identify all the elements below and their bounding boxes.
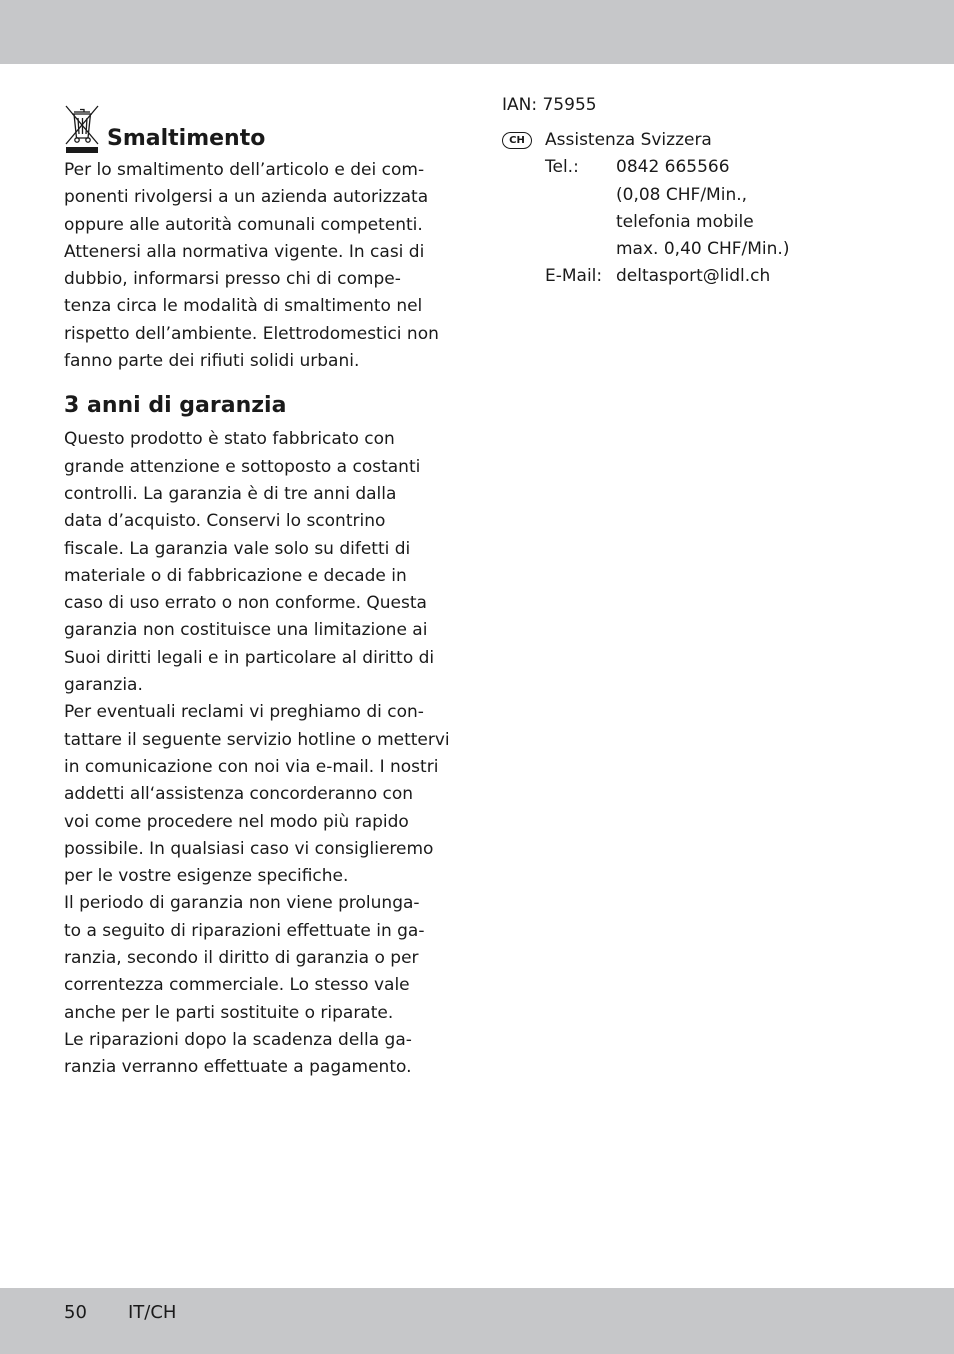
text-line: addetti all‘assistenza concorderanno con [64, 784, 414, 805]
warranty-text [64, 426, 456, 1081]
text-line: voi come procedere nel modo più rapido [64, 811, 409, 832]
left-column [64, 104, 456, 1082]
text-line: garanzia non costituisce una limitazione ai [64, 620, 428, 641]
text-line: tenza circa le modalità di smaltimento nel [64, 296, 423, 317]
phone-note: (0,08 CHF/Min., [616, 184, 748, 205]
text-line: grande attenzione e sottoposto a costanti [64, 456, 421, 477]
text-line: possibile. In qualsiasi caso vi consiglieremo [64, 838, 434, 859]
text-line: data d’acquisto. Conservi lo scontrino [64, 511, 386, 532]
service-info [502, 127, 922, 291]
text-line: anche per le parti sostituite o riparate. [64, 1002, 394, 1023]
text-line: ponenti rivolgersi a un azienda autorizzata [64, 187, 429, 208]
ian-number: IAN: 75955 [502, 95, 597, 115]
text-line: Per eventuali reclami vi preghiamo di con- [64, 702, 424, 723]
crossed-out-wheelie-bin-icon [64, 104, 100, 154]
text-line: Attenersi alla normativa vigente. In casi di [64, 241, 425, 262]
text-line: fanno parte dei rifiuti solidi urbani. [64, 351, 360, 372]
phone-label: Tel.: [545, 157, 579, 178]
text-line: in comunicazione con noi via e-mail. I nostri [64, 756, 439, 777]
country-badge-icon: CH [502, 132, 532, 149]
text-line: Per lo smaltimento dell’articolo e dei com- [64, 160, 425, 180]
text-line: per le vostre esigenze specifiche. [64, 866, 349, 887]
text-line: Le riparazioni dopo la scadenza della ga- [64, 1029, 412, 1050]
text-line: oppure alle autorità comunali competenti. [64, 214, 423, 235]
text-line: tattare il seguente servizio hotline o mettervi [64, 729, 450, 750]
phone-number[interactable]: 0842 665566 [616, 157, 730, 178]
email-label: E-Mail: [545, 266, 603, 287]
email-address[interactable]: deltasport@lidl.ch [616, 266, 771, 287]
phone-note: max. 0,40 CHF/Min.) [616, 239, 790, 260]
header-band [0, 0, 954, 64]
phone-note: telefonia mobile [616, 211, 754, 232]
text-line: correntezza commerciale. Lo stesso vale [64, 975, 410, 996]
warranty-title: 3 anni di garanzia [64, 393, 287, 419]
page-number: 50 [64, 1302, 87, 1323]
disposal-title: Smaltimento [107, 126, 266, 151]
language-code: IT/CH [128, 1302, 177, 1323]
email-row [545, 263, 789, 290]
text-line: ranzia verranno effettuate a pagamento. [64, 1057, 412, 1078]
text-line: controlli. La garanzia è di tre anni dalla [64, 483, 397, 504]
text-line: Il periodo di garanzia non viene prolunga- [64, 893, 420, 914]
text-line: Suoi diritti legali e in particolare al diritto di [64, 647, 435, 668]
text-line: dubbio, informarsi presso chi di compe- [64, 269, 401, 290]
text-line: Questo prodotto è stato fabbricato con [64, 429, 395, 450]
text-line: rispetto dell’ambiente. Elettrodomestici non [64, 323, 439, 344]
service-details [545, 127, 789, 291]
service-title: Assistenza Svizzera [545, 130, 712, 150]
text-line: caso di uso errato o non conforme. Questa [64, 593, 427, 614]
text-line: fiscale. La garanzia vale solo su difetti di [64, 538, 411, 559]
disposal-heading-row [64, 104, 456, 154]
text-line: garanzia. [64, 675, 143, 696]
text-line: ranzia, secondo il diritto di garanzia o per [64, 948, 419, 969]
right-column [502, 91, 922, 291]
disposal-text [64, 157, 456, 375]
phone-row [545, 154, 789, 181]
text-line: materiale o di fabbricazione e decade in [64, 565, 407, 586]
text-line: to a seguito di riparazioni effettuate in ga- [64, 920, 425, 941]
